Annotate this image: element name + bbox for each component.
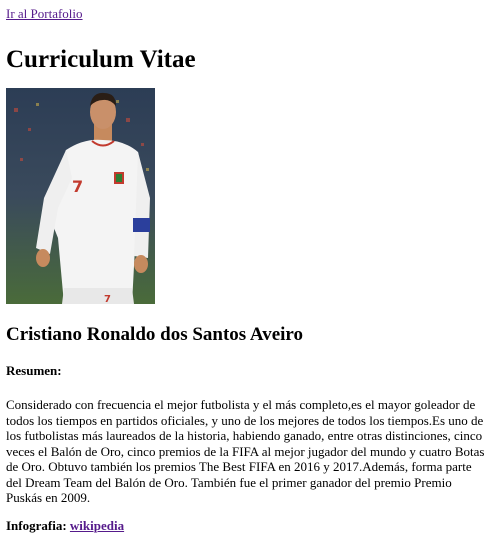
profile-photo [6, 88, 155, 304]
profile-name: Cristiano Ronaldo dos Santos Aveiro [6, 324, 304, 345]
summary-label: Resumen: [6, 363, 62, 378]
svg-text:7: 7 [72, 177, 84, 196]
wikipedia-link[interactable]: wikipedia [69, 517, 125, 533]
infografia-label: Infografia: [6, 517, 67, 533]
page-title: Curriculum Vitae [6, 46, 196, 73]
summary-text: Considerado con frecuencia el mejor futbolista y el más completo,es el mayor goleador de todos los tiempos en partidos oficiales, y uno de los mejores de todos los tiempos.Es uno de los futbolistas más laureados de la historia, habiendo ganado, entre otras distinciones, cinco veces el Balón de Oro, cinco premios de la FIFA al mejor jugador del mundo y cuatro Botas de Oro. Obtuvo también los premios The Best FIFA en 2016 y 2017.Además, forma parte del Dream Team del Balón de Oro. También fue el primer ganador del premio Premio Puskás en 2009. [6, 397, 485, 505]
portfolio-link[interactable]: Ir al Portafolio [6, 6, 83, 21]
infografia-row [6, 518, 494, 534]
svg-text:7: 7 [104, 294, 111, 304]
